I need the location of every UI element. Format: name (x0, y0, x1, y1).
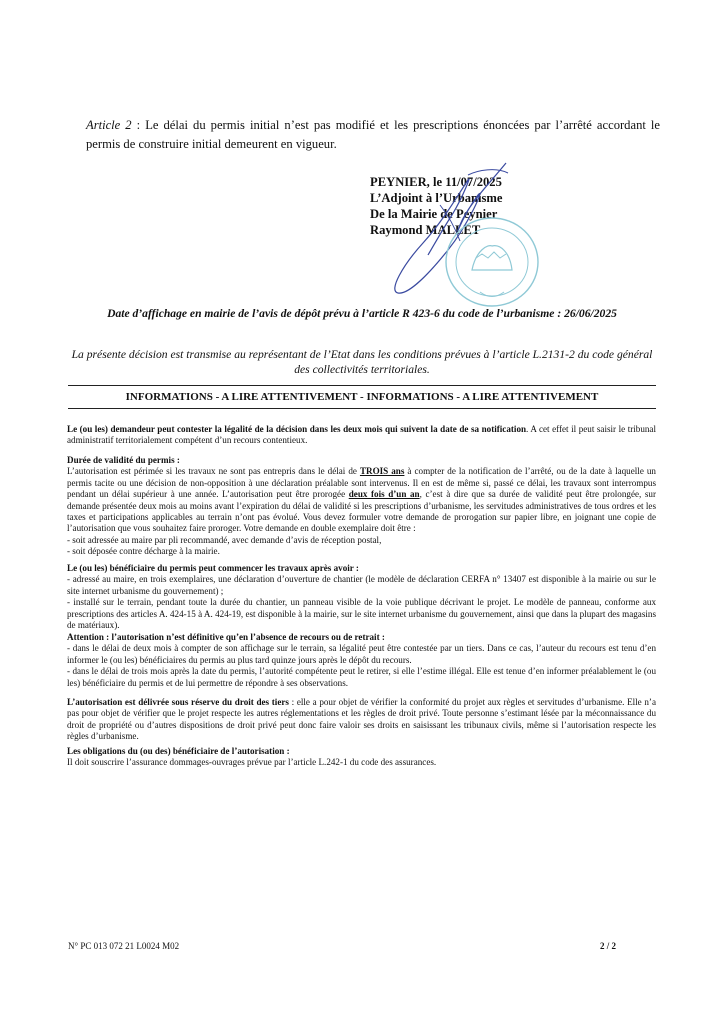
contestation-bold: Le (ou les) demandeur peut contester la légalité de la décision dans les deux mois qui suivent la date de sa notification (67, 424, 527, 434)
obligations-title: Les obligations du (ou des) bénéficiaire de l’autorisation : (67, 746, 290, 756)
top-divider (68, 385, 656, 386)
travaux-list-item-2: - installé sur le terrain, pendant toute la durée du chantier, un panneau visible de la voie publique décrivant le projet. Le modèle de panneau, conforme aux prescriptions des articles A. 424-15 à A. 424-19, est disponible à la mairie, sur le site internet urbanisme du gouvernement, ainsi que dans la plupart des magasins de matériaux). (67, 597, 656, 631)
duree-list-item-1: - soit adressée au maire par pli recommandé, avec demande d’avis de réception postal, (67, 534, 382, 545)
section-travaux (67, 563, 656, 631)
section-duree (67, 455, 656, 558)
affichage-date-line: Date d’affichage en mairie de l’avis de dépôt prévu à l’article R 423-6 du code de l’urbanisme : 26/06/2025 (107, 307, 617, 320)
section-contestation (67, 424, 656, 447)
attention-list-item-1: - dans le délai de deux mois à compter de son affichage sur le terrain, sa légalité peut être contestée par un tiers. Dans ce cas, l’auteur du recours est tenu d’en informer le (ou les) bénéficiaires du permis au plus tard quinze jours après le dépôt du recours. (67, 643, 656, 665)
attention-list-item-2: - dans le délai de trois mois après la date du permis, l’autorité compétente peut le retirer, si elle l’estime illégal. Elle est tenue d’en informer préalablement le (ou les) bénéficiaire du permis et de lui permettre de répondre à ses observations. (67, 666, 656, 688)
section-reserve (67, 697, 656, 743)
duree-text-2: à compter de la notification de l’arrêté, ou de la date à laquelle un permis tacite ou une décision de non-opposition à une déclaration préalable sont intervenus. Il en est de même si, passé ce délai, les travaux sont interrompus pendant un délai supérieur à une année. L’autorisation peut être prorogée (67, 466, 656, 500)
signature-role-line1: L’Adjoint à l’Urbanisme (370, 191, 503, 205)
travaux-list-item-1: - adressé au maire, en trois exemplaires, une déclaration d’ouverture de chantier (le modèle de déclaration CERFA n° 13407 est disponible à la mairie ou sur le site internet urbanisme du gouvernement) ; (67, 574, 656, 596)
duree-trois-ans: TROIS ans (359, 466, 405, 477)
signature-place-date: PEYNIER, le 11/07/2025 (370, 175, 502, 189)
bottom-divider (68, 408, 656, 409)
information-header: INFORMATIONS - A LIRE ATTENTIVEMENT - INFORMATIONS - A LIRE ATTENTIVEMENT (125, 391, 599, 403)
duree-deux-fois: deux fois d’un an (348, 489, 420, 500)
article-2-text: : Le délai du permis initial n’est pas modifié et les prescriptions énoncées par l’arrêté accordant le permis de construire initial demeurent en vigueur. (86, 118, 660, 151)
reserve-text: : elle a pour objet de vérifier la conformité du projet aux règles et servitudes d’urbanisme. Elle n’a pas pour objet de vérifier que le projet respecte les autres réglementations et les règles de droit privé. Toute personne s’estimant lésée par la méconnaissance du droit de propriété ou d’autres dispositions de droit privé peut donc faire valoir ses droits en saisissant les tribunaux civils, même si l’autorisation respecte les règles d’urbanisme. (67, 697, 656, 742)
article-2-label: Article 2 (86, 118, 132, 132)
reserve-bold: L’autorisation est délivrée sous réserve du droit des tiers (67, 697, 289, 707)
section-obligations (67, 746, 656, 769)
signature-role-line2: De la Mairie de Peynier (370, 207, 498, 221)
footer-reference: N° PC 013 072 21 L0024 M02 (68, 941, 180, 951)
mairie-stamp-seal (430, 210, 540, 310)
travaux-title: Le (ou les) bénéficiaire du permis peut commencer les travaux après avoir : (67, 563, 359, 573)
transmission-notice: La présente décision est transmise au représentant de l’Etat dans les conditions prévues à l’article L.2131-2 du code général des collectivités territoriales. (71, 348, 653, 376)
duree-text-3: , c’est à dire que sa durée de validité peut être prolongée, sur demande présentée deux mois au moins avant l’expiration du délai de validité si les prescriptions d’urbanisme, les servitudes administratives de tous ordres et les taxes et participations applicables au terrain n’ont pas évolué. Vous devez formuler votre demande de prorogation sur papier libre, en joignant une copie de l’autorisation que vous souhaitez faire proroger. Votre demande en double exemplaire doit être : (67, 489, 656, 534)
duree-title: Durée de validité du permis : (67, 455, 180, 465)
signature-name: Raymond MALLET (370, 223, 481, 237)
contestation-text: . A cet effet il peut saisir le tribunal administratif territorialement compétent d’un recours contentieux. (67, 424, 656, 446)
duree-text-1: L’autorisation est périmée si les travaux ne sont pas entrepris dans le délai de (67, 466, 360, 477)
obligations-text: Il doit souscrire l’assurance dommages-ouvrages prévue par l’article L.242-1 du code des assurances. (67, 757, 437, 768)
section-attention (67, 632, 656, 689)
article-2-paragraph (86, 116, 660, 154)
attention-title: Attention : l’autorisation n’est définitive qu’en l’absence de recours ou de retrait : (67, 632, 385, 642)
footer-page-number: 2 / 2 (600, 941, 617, 951)
duree-list-item-2: - soit déposée contre décharge à la mairie. (67, 546, 220, 557)
